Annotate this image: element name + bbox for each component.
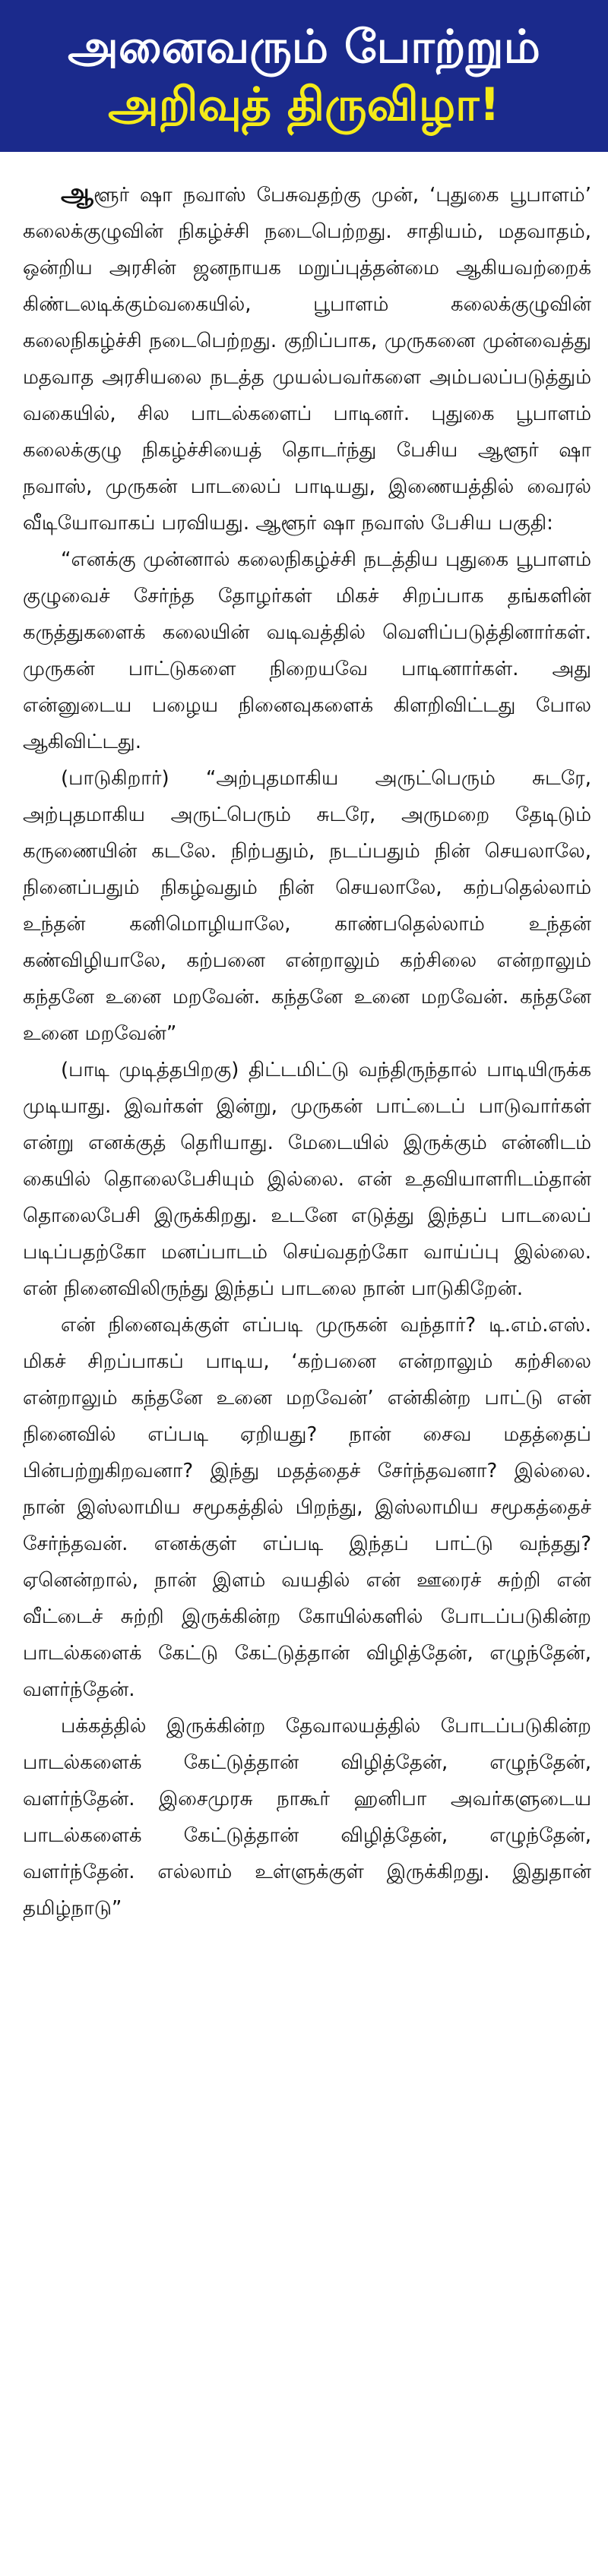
headline-line-1: அனைவரும் போற்றும் xyxy=(68,21,540,74)
drop-cap: ஆ xyxy=(61,178,93,208)
article-paragraph-2: “எனக்கு முன்னால் கலைநிகழ்ச்சி நடத்திய புதுகை பூபாளம் குழுவைச் சேர்ந்த தோழர்கள் மிகச் சிறப்பாக தங்களின் கருத்துகளைக் கலையின் வடிவத்தில் வெளிப்படுத்தினார்கள். முருகன் பாட்டுகளை நிறையவே பாடினார்கள். அது என்னுடைய பழைய நினைவுகளைக் கிளறிவிட்டது போல ஆகிவிட்டது. xyxy=(23,548,591,753)
headline-banner xyxy=(0,0,608,152)
article-paragraph-6: பக்கத்தில் இருக்கின்ற தேவாலயத்தில் போடப்படுகின்ற பாடல்களைக் கேட்டுத்தான் விழித்தேன், எழுந்தேன், வளர்ந்தேன். இசைமுரசு நாகூர் ஹனிபா அவர்களுடைய பாடல்களைக் கேட்டுத்தான் விழித்தேன், எழுந்தேன், வளர்ந்தேன். எல்லாம் உள்ளுக்குள் இருக்கிறது. இதுதான் தமிழ்நாடு” xyxy=(23,1715,591,1920)
headline-line-2: அறிவுத் திருவிழா! xyxy=(108,78,500,131)
article-paragraph-3: (பாடுகிறார்) “அற்புதமாகிய அருட்பெரும் சுடரே, அற்புதமாகிய அருட்பெரும் சுடரே, அருமறை தேடிடும் கருணையின் கடலே. நிற்பதும், நடப்பதும் நின் செயலாலே, நினைப்பதும் நிகழ்வதும் நின் செயலாலே, கற்பதெல்லாம் உந்தன் கனிமொழியாலே, காண்பதெல்லாம் உந்தன் கண்விழியாலே, கற்பனை என்றாலும் கற்சிலை என்றாலும் கந்தனே உனை மறவேன். கந்தனே உனை மறவேன். கந்தனே உனை மறவேன்” xyxy=(23,767,591,1045)
article-body xyxy=(0,152,608,2576)
article-paragraph-4: (பாடி முடித்தபிறகு) திட்டமிட்டு வந்திருந்தால் பாடியிருக்க முடியாது. இவர்கள் இன்று, முருகன் பாட்டைப் பாடுவார்கள் என்று எனக்குத் தெரியாது. மேடையில் இருக்கும் என்னிடம் கையில் தொலைபேசியும் இல்லை. என் உதவியாளரிடம்தான் தொலைபேசி இருக்கிறது. உடனே எடுத்து இந்தப் பாடலைப் படிப்பதற்கோ மனப்பாடம் செய்வதற்கோ வாய்ப்பு இல்லை. என் நினைவிலிருந்து இந்தப் பாடலை நான் பாடுகிறேன். xyxy=(23,1059,591,1300)
article-paragraph-1 xyxy=(23,175,591,541)
article-paragraph-1-text: ளூர் ஷா நவாஸ் பேசுவதற்கு முன், ‘புதுகை பூபாளம்’ கலைக்குழுவின் நிகழ்ச்சி நடைபெற்றது. சாதியம், மதவாதம், ஒன்றிய அரசின் ஜனநாயக மறுப்புத்தன்மை ஆகியவற்றைக் கிண்டலடிக்கும்வகையில், பூபாளம் கலைக்குழுவின் கலைநிகழ்ச்சி நடைபெற்றது. குறிப்பாக, முருகனை முன்வைத்து மதவாத அரசியலை நடத்த முயல்பவர்களை அம்பலப்படுத்தும் வகையில், சில பாடல்களைப் பாடினர். புதுகை பூபாளம் கலைக்குழு நிகழ்ச்சியைத் தொடர்ந்து பேசிய ஆளூர் ஷா நவாஸ், முருகன் பாடலைப் பாடியது, இணையத்தில் வைரல் வீடியோவாகப் பரவியது. ஆளூர் ஷா நவாஸ் பேசிய பகுதி: xyxy=(23,184,591,535)
article-paragraph-5: என் நினைவுக்குள் எப்படி முருகன் வந்தார்? டி.எம்.எஸ். மிகச் சிறப்பாகப் பாடிய, ‘கற்பனை என்றாலும் கற்சிலை என்றாலும் கந்தனே உனை மறவேன்’ என்கின்ற பாட்டு என் நினைவில் எப்படி ஏறியது? நான் சைவ மதத்தைப் பின்பற்றுகிறவனா? இந்து மதத்தைச் சேர்ந்தவனா? இல்லை. நான் இஸ்லாமிய சமூகத்தில் பிறந்து, இஸ்லாமிய சமூகத்தைச் சேர்ந்தவன். எனக்குள் எப்படி இந்தப் பாட்டு வந்தது? ஏனென்றால், நான் இளம் வயதில் என் ஊரைச் சுற்றி என் வீட்டைச் சுற்றி இருக்கின்ற கோயில்களில் போடப்படுகின்ற பாடல்களைக் கேட்டு கேட்டுத்தான் விழித்தேன், எழுந்தேன், வளர்ந்தேன். xyxy=(23,1314,591,1701)
